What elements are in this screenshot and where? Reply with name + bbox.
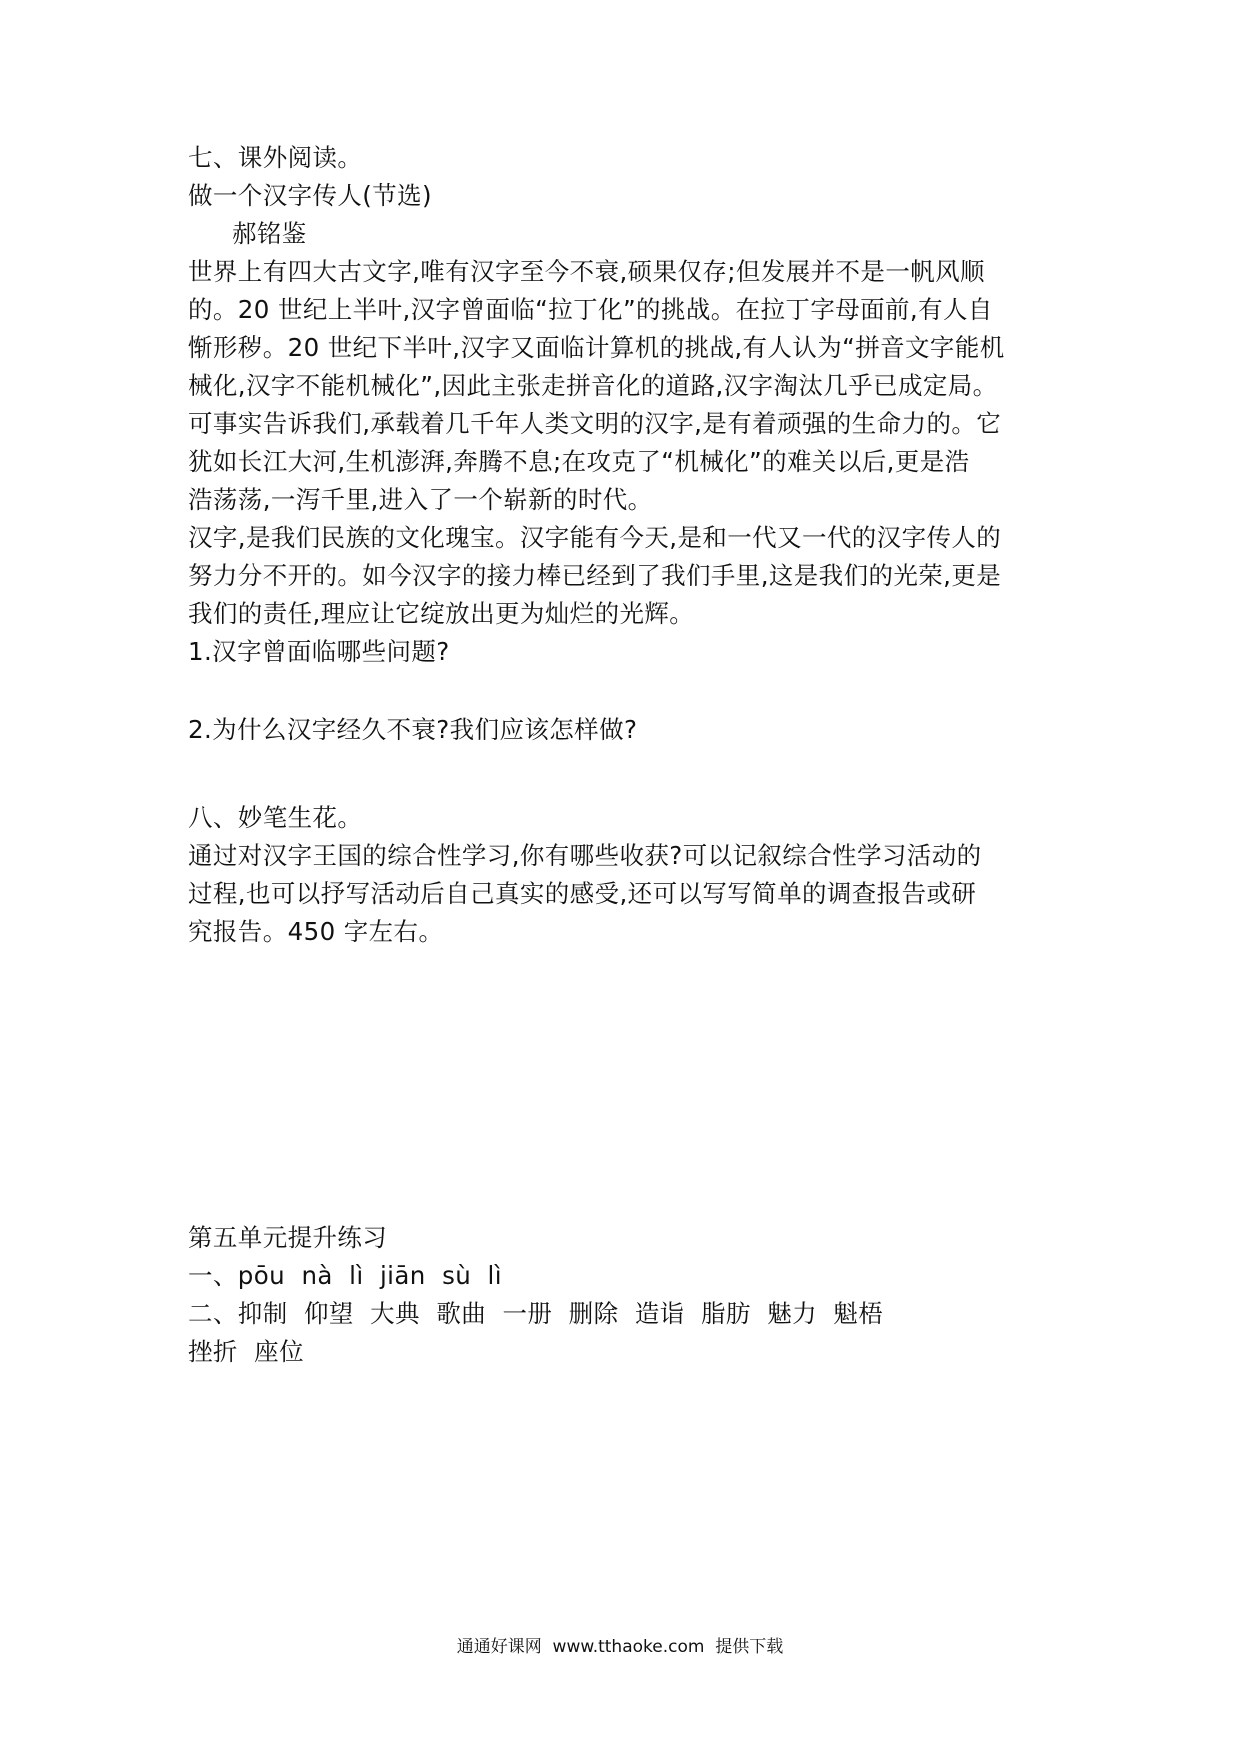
paragraph-2-line: 我们的责任,理应让它绽放出更为灿烂的光辉。 <box>188 599 695 628</box>
paragraph-2-line: 努力分不开的。如今汉字的接力棒已经到了我们手里,这是我们的光荣,更是 <box>188 561 1002 590</box>
article-author: 郝铭鉴 <box>232 219 307 248</box>
answers-line-1: 一、pōu nà lì jiān sù lì <box>188 1261 502 1290</box>
writing-prompt-line: 通过对汉字王国的综合性学习,你有哪些收获?可以记叙综合性学习活动的 <box>188 841 982 870</box>
paragraph-1-line: 的。20 世纪上半叶,汉字曾面临“拉丁化”的挑战。在拉丁字母面前,有人自 <box>188 295 993 324</box>
paragraph-1-line: 世界上有四大古文字,唯有汉字至今不衰,硕果仅存;但发展并不是一帆风顺 <box>188 257 985 286</box>
answers-line-3: 挫折 座位 <box>188 1337 304 1366</box>
paragraph-1-line: 可事实告诉我们,承载着几千年人类文明的汉字,是有着顽强的生命力的。它 <box>188 409 1002 438</box>
writing-prompt-line: 究报告。450 字左右。 <box>188 917 444 946</box>
article-title: 做一个汉字传人(节选) <box>188 181 433 210</box>
section-8-heading: 八、妙笔生花。 <box>188 803 363 832</box>
section-7-heading: 七、课外阅读。 <box>188 143 363 172</box>
writing-prompt-line: 过程,也可以抒写活动后自己真实的感受,还可以写写简单的调查报告或研 <box>188 879 977 908</box>
page-footer: 通通好课网 www.tthaoke.com 提供下载 <box>456 1637 784 1657</box>
paragraph-1-line: 犹如长江大河,生机澎湃,奔腾不息;在攻克了“机械化”的难关以后,更是浩 <box>188 447 970 476</box>
answers-line-2: 二、抑制 仰望 大典 歌曲 一册 删除 造诣 脂肪 魅力 魁梧 <box>188 1299 884 1328</box>
answers-title: 第五单元提升练习 <box>188 1223 388 1252</box>
paragraph-1-line: 浩荡荡,一泻千里,进入了一个崭新的时代。 <box>188 485 653 514</box>
paragraph-1-line: 惭形秽。20 世纪下半叶,汉字又面临计算机的挑战,有人认为“拼音文字能机 <box>188 333 1005 362</box>
paragraph-2-line: 汉字,是我们民族的文化瑰宝。汉字能有今天,是和一代又一代的汉字传人的 <box>188 523 1002 552</box>
question-1: 1.汉字曾面临哪些问题? <box>188 637 450 666</box>
paragraph-1-line: 械化,汉字不能机械化”,因此主张走拼音化的道路,汉字淘汰几乎已成定局。 <box>188 371 998 400</box>
question-2: 2.为什么汉字经久不衰?我们应该怎样做? <box>188 715 638 744</box>
